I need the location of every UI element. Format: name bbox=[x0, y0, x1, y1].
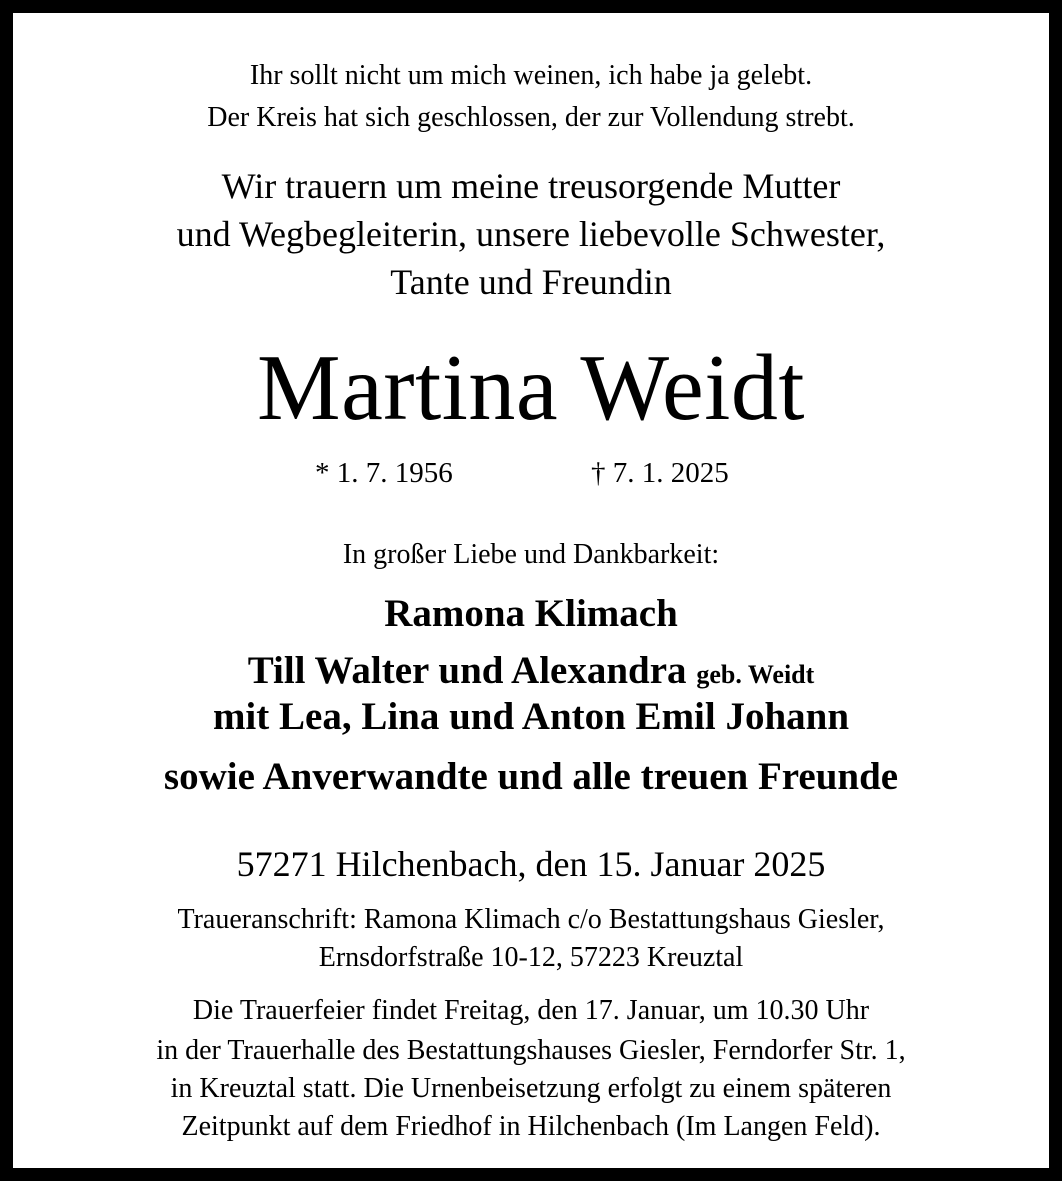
deceased-name: Martina Weidt bbox=[256, 336, 805, 440]
mourner-line-1: Ramona Klimach bbox=[384, 592, 678, 635]
intro-line-2: und Wegbegleiterin, unsere liebevolle Schwester, bbox=[176, 214, 886, 254]
ceremony-line-2: in der Trauerhalle des Bestattungshauses Giesler, Ferndorfer Str. 1, bbox=[156, 1035, 906, 1066]
death-date: † 7. 1. 2025 bbox=[591, 457, 729, 489]
ceremony-line-3: in Kreuztal statt. Die Urnenbeisetzung erfolgt zu einem späteren bbox=[170, 1073, 892, 1104]
mourner-line-3: mit Lea, Lina und Anton Emil Johann bbox=[212, 695, 850, 738]
ceremony-line-1: Die Trauerfeier findet Freitag, den 17. Januar, um 10.30 Uhr bbox=[192, 995, 870, 1026]
birth-date: * 1. 7. 1956 bbox=[315, 457, 453, 489]
maiden-name-note: geb. Weidt bbox=[696, 660, 815, 689]
mourner-line-4: sowie Anverwandte und alle treuen Freunde bbox=[163, 755, 899, 798]
intro-line-3: Tante und Freundin bbox=[390, 262, 672, 302]
poem-line-1: Ihr sollt nicht um mich weinen, ich habe ja gelebt. bbox=[249, 60, 813, 91]
address-line-2: Ernsdorfstraße 10-12, 57223 Kreuztal bbox=[318, 942, 744, 973]
mourner-line-2-main: Till Walter und Alexandra bbox=[247, 649, 687, 692]
address-line-1: Traueranschrift: Ramona Klimach c/o Bestattungshaus Giesler, bbox=[177, 904, 885, 935]
place-and-date: 57271 Hilchenbach, den 15. Januar 2025 bbox=[236, 844, 826, 884]
poem-line-2: Der Kreis hat sich geschlossen, der zur Vollendung strebt. bbox=[207, 102, 855, 133]
intro-line-1: Wir trauern um meine treusorgende Mutter bbox=[221, 166, 841, 206]
life-dates bbox=[13, 459, 1049, 491]
ceremony-line-4: Zeitpunkt auf dem Friedhof in Hilchenbach (Im Langen Feld). bbox=[181, 1111, 881, 1142]
mourners-intro: In großer Liebe und Dankbarkeit: bbox=[342, 539, 720, 570]
mourner-line-2 bbox=[13, 651, 1049, 690]
